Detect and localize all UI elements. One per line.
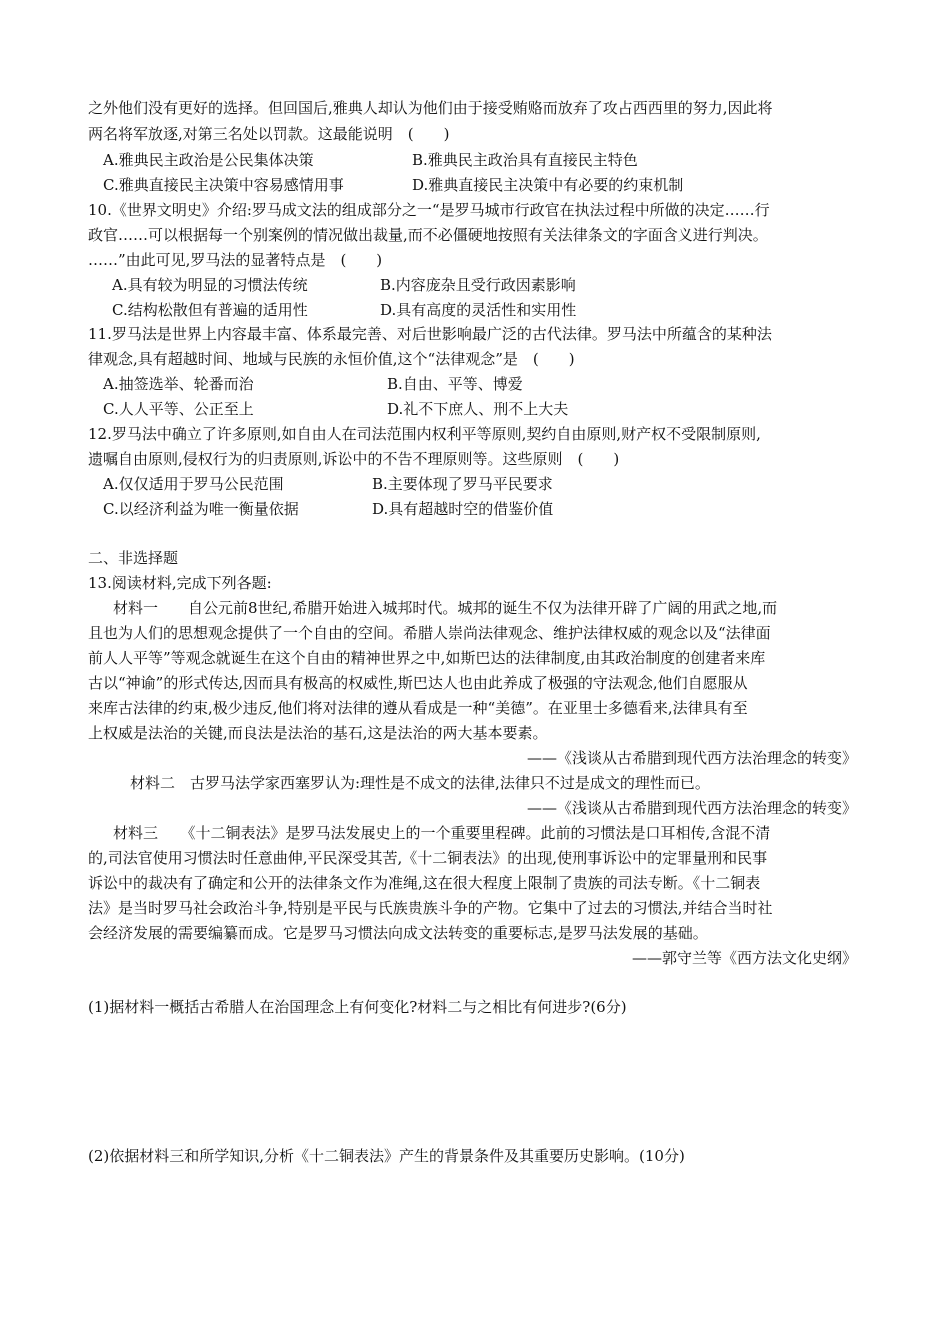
q11-stem-line-2: 律观念,具有超越时间、地域与民族的永恒价值,这个“法律观念”是 ( ) bbox=[88, 350, 575, 368]
q9-stem-line-1: 之外他们没有更好的选择。但回国后,雅典人却认为他们由于接受贿赂而放弃了攻占西西里的努力,因此将 bbox=[88, 99, 773, 117]
q10-stem-line-2: 政官……可以根据每一个别案例的情况做出裁量,而不必僵硬地按照有关法律条文的字面含义进行判决。 bbox=[88, 226, 768, 244]
material-3-line-5: 会经济发展的需要编纂而成。它是罗马习惯法向成文法转变的重要标志,是罗马法发展的基础。 bbox=[88, 924, 708, 942]
material-1-line-2: 且也为人们的思想观念提供了一个自由的空间。希腊人崇尚法律观念、维护法律权威的观念以及“法律面 bbox=[88, 624, 771, 642]
q12-stem-line-1: 12.罗马法中确立了许多原则,如自由人在司法范围内权利平等原则,契约自由原则,财产权不受限制原则, bbox=[88, 425, 761, 443]
q11-option-c: C.人人平等、公正至上 bbox=[103, 400, 254, 418]
material-3-source: ——郭守兰等《西方法文化史纲》 bbox=[631, 949, 857, 967]
q9-option-d: D.雅典直接民主决策中有必要的约束机制 bbox=[412, 176, 684, 194]
q10-option-d: D.具有高度的灵活性和实用性 bbox=[380, 301, 577, 319]
q12-stem-line-2: 遗嘱自由原则,侵权行为的归责原则,诉讼中的不告不理原则等。这些原则 ( ) bbox=[88, 450, 620, 468]
q10-stem-line-1: 10.《世界文明史》介绍:罗马成文法的组成部分之一“是罗马城市行政官在执法过程中所做的决定……行 bbox=[88, 201, 770, 219]
material-1-line-1: 材料一 自公元前8世纪,希腊开始进入城邦时代。城邦的诞生不仅为法律开辟了广阔的用武之地,而 bbox=[113, 599, 778, 617]
sub-question-2: (2)依据材料三和所学知识,分析《十二铜表法》产生的背景条件及其重要历史影响。(10分) bbox=[88, 1147, 685, 1165]
q12-option-b: B.主要体现了罗马平民要求 bbox=[372, 475, 553, 493]
material-3-line-3: 诉讼中的裁决有了确定和公开的法律条文作为准绳,这在很大程度上限制了贵族的司法专断。《十二铜表 bbox=[88, 874, 761, 892]
q12-option-a: A.仅仅适用于罗马公民范围 bbox=[103, 475, 284, 493]
q10-stem-line-3: ……”由此可见,罗马法的显著特点是 ( ) bbox=[88, 251, 383, 269]
q11-option-b: B.自由、平等、博爱 bbox=[387, 375, 523, 393]
q11-option-a: A.抽签选举、轮番而治 bbox=[103, 375, 254, 393]
material-1-line-3: 前人人平等”等观念就诞生在这个自由的精神世界之中,如斯巴达的法律制度,由其政治制度的创建者来库 bbox=[88, 649, 766, 667]
q13-intro: 13.阅读材料,完成下列各题: bbox=[88, 574, 272, 592]
q9-option-c: C.雅典直接民主决策中容易感情用事 bbox=[103, 176, 344, 194]
material-2-source: ——《浅谈从古希腊到现代西方法治理念的转变》 bbox=[526, 799, 857, 817]
material-1-line-6: 上权威是法治的关键,而良法是法治的基石,这是法治的两大基本要素。 bbox=[88, 724, 548, 742]
q9-stem-line-2: 两名将军放逐,对第三名处以罚款。这最能说明 ( ) bbox=[88, 125, 450, 143]
q11-option-d: D.礼不下庶人、刑不上大夫 bbox=[387, 400, 569, 418]
q12-option-d: D.具有超越时空的借鉴价值 bbox=[372, 500, 554, 518]
material-3-line-2: 的,司法官使用习惯法时任意曲伸,平民深受其苦,《十二铜表法》的出现,使刑事诉讼中的定罪量刑和民事 bbox=[88, 849, 768, 867]
material-1-source: ——《浅谈从古希腊到现代西方法治理念的转变》 bbox=[526, 749, 857, 767]
section-title: 二、非选择题 bbox=[88, 549, 179, 567]
material-3-line-4: 法》是当时罗马社会政治斗争,特别是平民与氏族贵族斗争的产物。它集中了过去的习惯法,并结合当时社 bbox=[88, 899, 773, 917]
q10-option-b: B.内容庞杂且受行政因素影响 bbox=[380, 276, 576, 294]
material-1-line-4: 古以“神谕”的形式传达,因而具有极高的权威性,斯巴达人也由此养成了极强的守法观念,他们自愿服从 bbox=[88, 674, 748, 692]
q12-option-c: C.以经济利益为唯一衡量依据 bbox=[103, 500, 299, 518]
q10-option-a: A.具有较为明显的习惯法传统 bbox=[112, 276, 308, 294]
q11-stem-line-1: 11.罗马法是世界上内容最丰富、体系最完善、对后世影响最广泛的古代法律。罗马法中所蕴含的某种法 bbox=[88, 325, 772, 343]
sub-question-1: (1)据材料一概括古希腊人在治国理念上有何变化?材料二与之相比有何进步?(6分) bbox=[88, 998, 627, 1016]
q9-option-b: B.雅典民主政治具有直接民主特色 bbox=[412, 151, 638, 169]
material-1-line-5: 来库古法律的约束,极少违反,他们将对法律的遵从看成是一种“美德”。在亚里士多德看来,法律具有至 bbox=[88, 699, 748, 717]
q10-option-c: C.结构松散但有普遍的适用性 bbox=[112, 301, 308, 319]
material-2: 材料二 古罗马法学家西塞罗认为:理性是不成文的法律,法律只不过是成文的理性而已。 bbox=[130, 774, 710, 792]
q9-option-a: A.雅典民主政治是公民集体决策 bbox=[103, 151, 314, 169]
material-3-line-1: 材料三 《十二铜表法》是罗马法发展史上的一个重要里程碑。此前的习惯法是口耳相传,含混不清 bbox=[113, 824, 771, 842]
